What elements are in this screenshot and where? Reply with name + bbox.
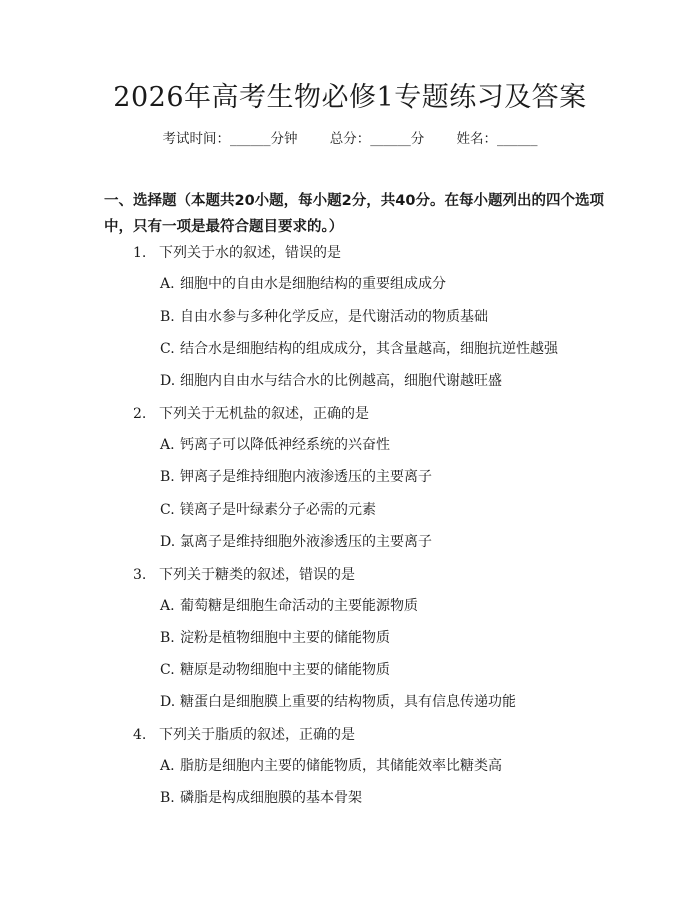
option-text: 钾离子是维持细胞内液渗透压的主要离子 (180, 469, 432, 485)
question-number: 3. (133, 567, 147, 583)
option-text: 细胞中的自由水是细胞结构的重要组成成分 (180, 276, 446, 292)
option-4b (160, 787, 362, 809)
option-letter: D. (160, 373, 176, 389)
option-1b (160, 306, 488, 328)
option-letter: B. (160, 309, 175, 325)
page-title: 2026年高考生物必修1专题练习及答案 (113, 82, 587, 113)
option-letter: A. (160, 598, 175, 614)
option-2b (160, 466, 432, 488)
question-number: 2. (133, 406, 147, 422)
question-stem: 下列关于水的叙述，错误的是 (159, 245, 341, 261)
question-stem: 下列关于无机盐的叙述，正确的是 (159, 406, 369, 422)
option-text: 糖原是动物细胞中主要的储能物质 (180, 662, 390, 678)
option-text: 脂肪是细胞内主要的储能物质，其储能效率比糖类高 (180, 758, 502, 774)
option-1c (160, 338, 558, 360)
option-3a (160, 595, 418, 617)
option-letter: A. (160, 758, 175, 774)
question-stem: 下列关于糖类的叙述，错误的是 (159, 567, 355, 583)
exam-time-field: 考试时间：______分钟 (162, 131, 298, 147)
option-text: 淀粉是植物细胞中主要的储能物质 (180, 630, 390, 646)
question-number: 1. (133, 245, 147, 261)
option-letter: D. (160, 534, 176, 550)
option-3b (160, 627, 390, 649)
option-letter: B. (160, 630, 175, 646)
option-text: 氯离子是维持细胞外液渗透压的主要离子 (180, 534, 432, 550)
option-letter: C. (160, 502, 175, 518)
option-1d (160, 370, 502, 392)
option-text: 磷脂是构成细胞膜的基本骨架 (180, 790, 362, 806)
exam-info-line (0, 128, 700, 150)
question-4 (133, 724, 355, 746)
name-field: 姓名：______ (456, 131, 538, 147)
total-score-field: 总分：______分 (329, 131, 425, 147)
option-letter: A. (160, 437, 175, 453)
option-2d (160, 531, 432, 553)
option-text: 葡萄糖是细胞生命活动的主要能源物质 (180, 598, 418, 614)
option-text: 钙离子可以降低神经系统的兴奋性 (180, 437, 390, 453)
option-text: 镁离子是叶绿素分子必需的元素 (180, 502, 376, 518)
option-2c (160, 499, 376, 521)
option-letter: C. (160, 341, 175, 357)
option-letter: B. (160, 469, 175, 485)
option-text: 结合水是细胞结构的组成成分，其含量越高，细胞抗逆性越强 (180, 341, 558, 357)
option-1a (160, 273, 446, 295)
option-3c (160, 659, 390, 681)
option-3d (160, 691, 516, 713)
option-letter: D. (160, 694, 176, 710)
option-2a (160, 434, 390, 456)
option-text: 细胞内自由水与结合水的比例越高，细胞代谢越旺盛 (180, 373, 502, 389)
option-4a (160, 755, 502, 777)
question-stem: 下列关于脂质的叙述，正确的是 (159, 727, 355, 743)
option-text: 糖蛋白是细胞膜上重要的结构物质，具有信息传递功能 (180, 694, 516, 710)
section-heading: 一、选择题（本题共20小题，每小题2分，共40分。在每小题列出的四个选项中，只有一项是最符合题目要求的。） (104, 193, 604, 235)
option-letter: B. (160, 790, 175, 806)
question-number: 4. (133, 727, 147, 743)
option-text: 自由水参与多种化学反应，是代谢活动的物质基础 (180, 309, 488, 325)
question-3 (133, 564, 355, 586)
question-1 (133, 242, 341, 264)
option-letter: A. (160, 276, 175, 292)
option-letter: C. (160, 662, 175, 678)
question-2 (133, 403, 369, 425)
